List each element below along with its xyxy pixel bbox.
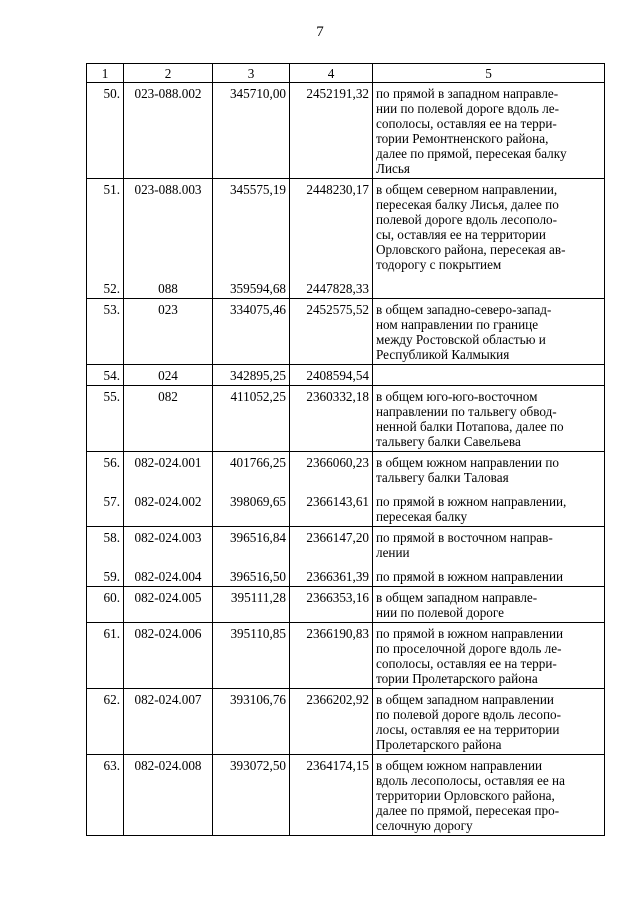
description-block <box>376 455 601 485</box>
coordinate-y: 2360332,18 <box>306 389 369 404</box>
point-code-cell <box>124 386 213 452</box>
point-code-cell <box>124 689 213 755</box>
point-number: 62. <box>103 692 120 707</box>
description-line: территории Орловского района, <box>376 788 555 803</box>
coordinate-x-cell <box>213 83 290 179</box>
column-header-5: 5 <box>373 64 605 83</box>
coordinate-x: 398069,65 <box>229 494 286 509</box>
coordinate-x: 345575,19 <box>229 182 286 197</box>
point-number-cell <box>87 299 124 365</box>
coordinate-x-cell <box>213 689 290 755</box>
point-code: 082-024.003 <box>134 530 202 545</box>
coordinate-y-cell <box>290 452 373 527</box>
description-block <box>376 590 601 620</box>
table-row <box>87 365 605 386</box>
point-code: 023-088.003 <box>134 182 202 197</box>
point-code-cell <box>124 755 213 836</box>
column-header-3: 3 <box>213 64 290 83</box>
table-row <box>87 299 605 365</box>
coordinate-y: 2447828,33 <box>306 281 369 296</box>
table-row <box>87 623 605 689</box>
coordinate-x-cell <box>213 179 290 299</box>
point-number: 56. <box>103 455 120 470</box>
coordinate-x: 334075,46 <box>229 302 286 317</box>
description-cell <box>373 365 605 386</box>
coordinate-x: 393106,76 <box>229 692 286 707</box>
point-number: 60. <box>103 590 120 605</box>
point-code: 082 <box>158 389 178 404</box>
point-code: 023-088.002 <box>134 86 202 101</box>
point-number: 63. <box>103 758 120 773</box>
description-block <box>376 182 601 272</box>
point-number-cell <box>87 452 124 527</box>
description-line: селочную дорогу <box>376 818 473 833</box>
description-line: пересекая балку Лисья, далее по <box>376 197 559 212</box>
description-cell <box>373 299 605 365</box>
point-number: 58. <box>103 530 120 545</box>
coordinate-y: 2366353,16 <box>306 590 369 605</box>
table-row <box>87 452 605 527</box>
point-code-cell <box>124 587 213 623</box>
description-block <box>376 758 601 833</box>
description-block <box>376 494 601 524</box>
point-number-cell <box>87 83 124 179</box>
description-block <box>376 302 601 362</box>
description-cell <box>373 689 605 755</box>
description-block <box>376 626 601 686</box>
coordinate-x: 393072,50 <box>229 758 286 773</box>
description-cell <box>373 386 605 452</box>
point-code: 082-024.007 <box>134 692 202 707</box>
coordinate-y: 2364174,15 <box>306 758 369 773</box>
table-row <box>87 83 605 179</box>
coordinate-x-cell <box>213 365 290 386</box>
point-code: 082-024.004 <box>134 569 202 584</box>
point-number: 52. <box>103 281 120 296</box>
coordinate-y-cell <box>290 527 373 587</box>
description-line: далее по прямой, пересекая балку <box>376 146 567 161</box>
description-line: сополосы, оставляя ее на терри- <box>376 116 557 131</box>
description-line: в общем западно-северо-запад- <box>376 302 552 317</box>
coordinate-y: 2366190,83 <box>306 626 369 641</box>
table-row <box>87 587 605 623</box>
point-code-cell <box>124 365 213 386</box>
description-line: Республикой Калмыкия <box>376 347 510 362</box>
point-number: 59. <box>103 569 120 584</box>
boundary-table <box>86 63 605 836</box>
point-number-cell <box>87 755 124 836</box>
point-number: 61. <box>103 626 120 641</box>
point-code: 023 <box>158 302 178 317</box>
description-line: в общем южном направлении по <box>376 455 560 470</box>
description-line: Пролетарского района <box>376 737 502 752</box>
point-code-cell <box>124 179 213 299</box>
table-row <box>87 755 605 836</box>
point-number: 57. <box>103 494 120 509</box>
point-number: 51. <box>103 182 120 197</box>
coordinate-x: 395111,28 <box>230 590 286 605</box>
point-number: 50. <box>103 86 120 101</box>
description-line: Лисья <box>376 161 410 176</box>
description-block <box>376 530 601 560</box>
column-header-4: 4 <box>290 64 373 83</box>
coordinate-x-cell <box>213 587 290 623</box>
coordinate-y-cell <box>290 689 373 755</box>
coordinate-y-cell <box>290 623 373 689</box>
table-row <box>87 689 605 755</box>
coordinate-y-cell <box>290 365 373 386</box>
description-line: лосы, оставляя ее на территории <box>376 722 560 737</box>
point-number-cell <box>87 365 124 386</box>
coordinate-x-cell <box>213 299 290 365</box>
description-line: лении <box>376 545 410 560</box>
description-line: в общем северном направлении, <box>376 182 558 197</box>
description-line: сы, оставляя ее на территории <box>376 227 546 242</box>
table-header-row <box>87 64 605 83</box>
coordinate-y: 2366361,39 <box>306 569 369 584</box>
point-code-cell <box>124 83 213 179</box>
description-block <box>376 569 601 584</box>
point-number-cell <box>87 623 124 689</box>
point-code: 082-024.008 <box>134 758 202 773</box>
coordinate-x-cell <box>213 452 290 527</box>
coordinate-x: 395110,85 <box>230 626 286 641</box>
coordinate-x-cell <box>213 755 290 836</box>
description-line: Орловского района, пересекая ав- <box>376 242 566 257</box>
coordinate-x: 396516,50 <box>229 569 286 584</box>
description-line: тодорогу с покрытием <box>376 257 502 272</box>
description-cell <box>373 179 605 299</box>
description-line: полевой дороге вдоль лесополо- <box>376 212 558 227</box>
description-line: пересекая балку <box>376 509 468 524</box>
coordinate-x: 401766,25 <box>229 455 286 470</box>
description-block <box>376 86 601 176</box>
description-line: по прямой в восточном направ- <box>376 530 553 545</box>
coordinate-y-cell <box>290 386 373 452</box>
coordinate-x-cell <box>213 386 290 452</box>
column-header-1: 1 <box>87 64 124 83</box>
description-line: по прямой в южном направлении <box>376 626 564 641</box>
description-line: в общем южном направлении <box>376 758 543 773</box>
point-code-cell <box>124 452 213 527</box>
point-code-cell <box>124 623 213 689</box>
coordinate-y: 2366202,92 <box>306 692 369 707</box>
coordinate-x: 345710,00 <box>229 86 286 101</box>
description-cell <box>373 527 605 587</box>
description-line: ненной балки Потапова, далее по <box>376 419 564 434</box>
description-cell <box>373 452 605 527</box>
point-number-cell <box>87 386 124 452</box>
description-block <box>376 692 601 752</box>
description-block <box>376 389 601 449</box>
point-number-cell <box>87 689 124 755</box>
point-number-cell <box>87 587 124 623</box>
point-code: 024 <box>158 368 178 383</box>
coordinate-y: 2452191,32 <box>306 86 369 101</box>
description-line: нии по полевой дороге вдоль ле- <box>376 101 560 116</box>
description-block <box>376 281 601 296</box>
description-line: сополосы, оставляя ее на терри- <box>376 656 557 671</box>
description-line: в общем западном направлении <box>376 692 554 707</box>
description-line: тории Ремонтненского района, <box>376 131 549 146</box>
description-cell <box>373 755 605 836</box>
page-number: 7 <box>316 24 324 40</box>
description-line: по прямой в южном направлении, <box>376 494 567 509</box>
point-code: 082-024.005 <box>134 590 202 605</box>
coordinate-y-cell <box>290 179 373 299</box>
description-line: вдоль лесополосы, оставляя ее на <box>376 773 565 788</box>
description-cell <box>373 623 605 689</box>
coordinate-x: 396516,84 <box>229 530 286 545</box>
point-code: 082-024.002 <box>134 494 202 509</box>
description-line: по проселочной дороге вдоль ле- <box>376 641 562 656</box>
description-line: нии по полевой дороге <box>376 605 504 620</box>
description-line: тории Пролетарского района <box>376 671 538 686</box>
description-line: тальвегу балки Савельева <box>376 434 521 449</box>
point-number-cell <box>87 179 124 299</box>
coordinate-x-cell <box>213 623 290 689</box>
coordinate-y-cell <box>290 299 373 365</box>
point-code: 082-024.001 <box>134 455 202 470</box>
point-number: 53. <box>103 302 120 317</box>
point-code-cell <box>124 299 213 365</box>
table-row <box>87 527 605 587</box>
coordinate-y: 2408594,54 <box>306 368 369 383</box>
coordinate-y: 2448230,17 <box>306 182 369 197</box>
description-cell <box>373 587 605 623</box>
description-line: в общем западном направле- <box>376 590 538 605</box>
point-code: 082-024.006 <box>134 626 202 641</box>
coordinate-y-cell <box>290 587 373 623</box>
point-number: 55. <box>103 389 120 404</box>
coordinate-x: 359594,68 <box>229 281 286 296</box>
coordinate-y: 2452575,52 <box>306 302 369 317</box>
description-line: по прямой в западном направле- <box>376 86 559 101</box>
description-line: по прямой в южном направлении <box>376 569 564 584</box>
coordinate-y: 2366147,20 <box>306 530 369 545</box>
description-line: направлении по тальвегу обвод- <box>376 404 557 419</box>
point-number: 54. <box>103 368 120 383</box>
coordinate-x: 411052,25 <box>230 389 286 404</box>
description-line: далее по прямой, пересекая про- <box>376 803 560 818</box>
point-code-cell <box>124 527 213 587</box>
description-block <box>376 368 601 383</box>
table-row <box>87 179 605 299</box>
description-cell <box>373 83 605 179</box>
point-code: 088 <box>158 281 178 296</box>
description-line: по полевой дороге вдоль лесопо- <box>376 707 561 722</box>
point-number-cell <box>87 527 124 587</box>
coordinate-y-cell <box>290 83 373 179</box>
table-row <box>87 386 605 452</box>
description-line: между Ростовской областью и <box>376 332 546 347</box>
description-line: тальвегу балки Таловая <box>376 470 509 485</box>
coordinate-y-cell <box>290 755 373 836</box>
coordinate-x: 342895,25 <box>229 368 286 383</box>
description-line: в общем юго-юго-восточном <box>376 389 538 404</box>
column-header-2: 2 <box>124 64 213 83</box>
coordinate-y: 2366060,23 <box>306 455 369 470</box>
coordinate-y: 2366143,61 <box>306 494 369 509</box>
coordinate-x-cell <box>213 527 290 587</box>
description-line: ном направлении по границе <box>376 317 539 332</box>
